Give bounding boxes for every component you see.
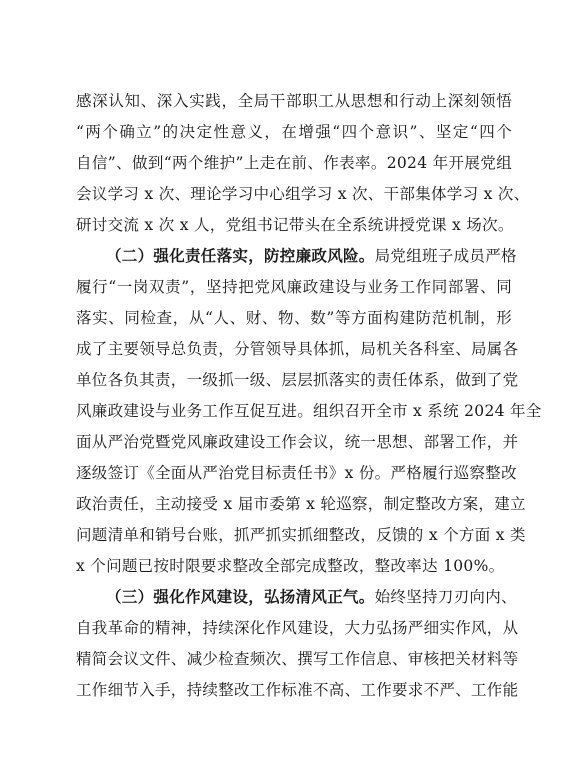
section-heading-3: （三）强化作风建设，弘扬清风正气。 — [106, 587, 375, 606]
paragraph-2-line-5: 单位各负其责，一级抓一级、层层抓落实的责任体系，做到了党 — [76, 371, 519, 389]
paragraph-3-line-4: 工作细节入手，持续整改工作标准不高、工作要求不严、工作能 — [76, 681, 519, 699]
paragraph-3-first-line-text: 始终坚持刀刃向内、 — [374, 588, 517, 606]
paragraph-1-line-1: 感深认知、深入实践，全局干部职工从思想和行动上深刻领悟 — [76, 92, 512, 110]
paragraph-2-first-line — [106, 243, 517, 269]
paragraph-2-line-7: 面从严治党暨党风廉政建设工作会议，统一思想、部署工作，并 — [76, 433, 519, 451]
paragraph-2-line-4: 成了主要领导总负责，分管领导具体抓，局机关各科室、局属各 — [76, 340, 519, 358]
paragraph-2-line-10: 问题清单和销号台账，抓严抓实抓细整改，反馈的 x 个方面 x 类 — [76, 526, 526, 544]
paragraph-2-line-6: 风廉政建设与业务工作互促互进。组织召开全市 x 系统 2024 年全 — [76, 402, 542, 420]
paragraph-3-first-line — [106, 584, 517, 610]
paragraph-2-line-9: 政治责任，主动接受 x 届市委第 x 轮巡察，制定整改方案，建立 — [76, 495, 526, 513]
paragraph-1-line-2: “两个确立”的决定性意义，在增强“四个意识”、坚定“四个 — [76, 123, 512, 141]
paragraph-2-line-3: 落实、同检查，从“人、财、物、数”等方面构建防范机制，形 — [76, 309, 512, 327]
paragraph-1-line-5: 研讨交流 x 次 x 人，党组书记带头在全系统讲授党课 x 场次。 — [76, 216, 514, 234]
paragraph-2-line-8: 逐级签订《全面从严治党目标责任书》x 份。严格履行巡察整改 — [76, 464, 517, 482]
section-heading-2: （二）强化责任落实，防控廉政风险。 — [106, 246, 375, 265]
paragraph-2-line-11: x 个问题已按时限要求整改全部完成整改，整改率达 100%。 — [76, 557, 505, 575]
paragraph-2-line-2: 履行“一岗双责”，坚持把党风廉政建设与业务工作同部署、同 — [76, 278, 512, 296]
paragraph-1-line-3: 自信”、做到“两个维护”上走在前、作表率。2024 年开展党组 — [76, 154, 512, 172]
paragraph-1-line-4: 会议学习 x 次、理论学习中心组学习 x 次、干部集体学习 x 次、 — [76, 185, 530, 203]
paragraph-2-first-line-text: 局党组班子成员严格 — [374, 247, 517, 265]
paragraph-3-line-2: 自我革命的精神，持续深化作风建设，大力弘扬严细实作风，从 — [76, 619, 519, 637]
paragraph-3-line-3: 精简会议文件、减少检查频次、撰写工作信息、审核把关材料等 — [76, 650, 519, 668]
